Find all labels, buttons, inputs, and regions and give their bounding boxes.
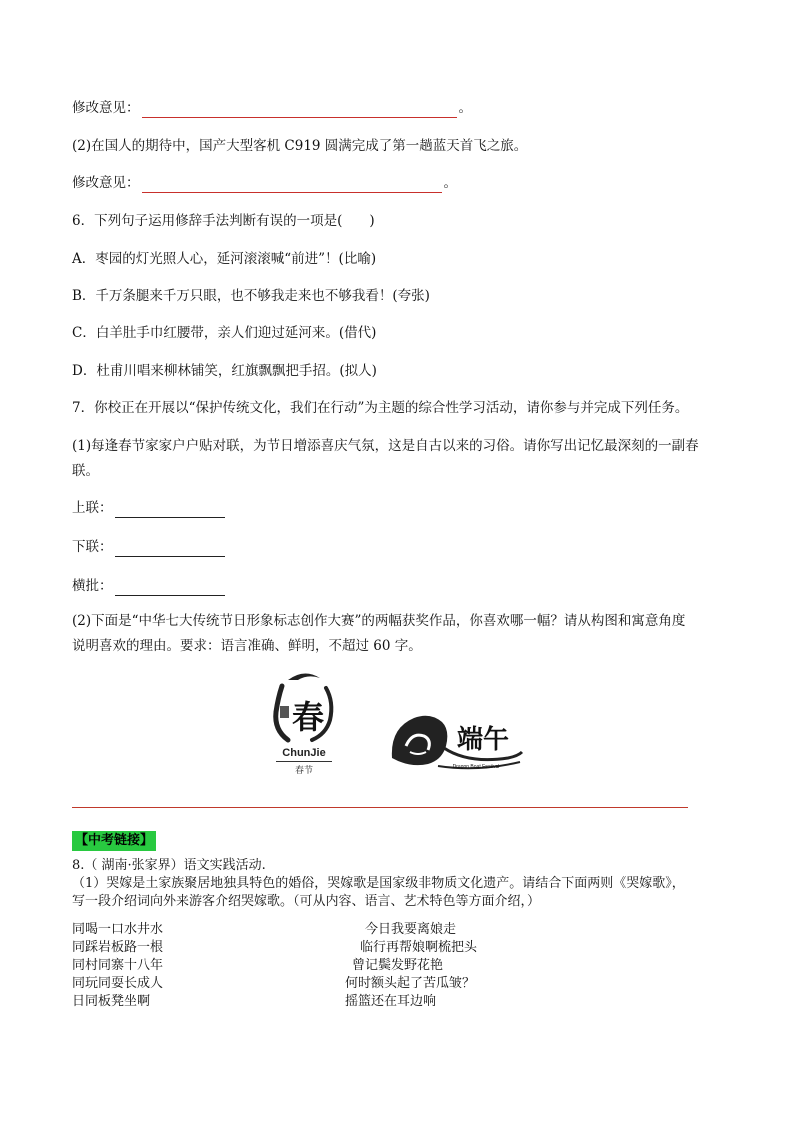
poem-left-line: 同踩岩板路一根: [72, 940, 164, 955]
spring-char: 春: [291, 698, 325, 736]
poem-right-line: 何时额头起了苦瓜皱？: [345, 976, 476, 991]
answer-blank[interactable]: [142, 103, 457, 118]
question-7-part2-cont: 说明喜欢的理由。要求：语言准确、鲜明，不超过 60 字。: [72, 638, 422, 654]
question-7-stem: 7．你校正在开展以“保护传统文化，我们在行动”为主题的综合性学习活动，请你参与并完成下列任务。: [72, 400, 689, 416]
question-8-line-2: 写一段介绍词向外来游客介绍哭嫁歌。（可从内容、语言、艺术特色等方面介绍，）: [72, 894, 541, 909]
dragon-english: Dragon Boat Festival: [452, 764, 500, 770]
dragon-char: 端午: [456, 725, 510, 755]
spring-festival-logo: [268, 668, 340, 778]
spring-logo-english: ChunJie: [282, 747, 326, 759]
poem-right-line: 曾记鬓发野花艳: [352, 958, 444, 973]
horizontal-scroll-label: 横批：: [72, 578, 113, 594]
option-a: A．枣园的灯光照人心，延河滚滚喊“前进”！(比喻): [72, 251, 377, 267]
period: 。: [443, 175, 457, 191]
poem-right-line: 今日我要离娘走: [365, 922, 457, 937]
poem-left-line: 同村同寨十八年: [72, 958, 164, 973]
option-d: D．杜甫川唱来柳林铺笑，红旗飘飘把手招。(拟人): [72, 363, 377, 379]
period: 。: [458, 100, 472, 116]
spring-logo-chinese: 春节: [294, 766, 313, 776]
section-divider: [72, 807, 688, 808]
answer-blank[interactable]: [142, 178, 442, 193]
poem-left-line: 同玩同耍长成人: [72, 976, 164, 991]
revision-label: 修改意见：: [72, 100, 140, 116]
exam-link-tag: 【中考链接】: [72, 831, 156, 851]
question-8-title: 8.（ 湖南·张家界）语文实践活动.: [72, 858, 266, 873]
revision-line-1: [72, 98, 472, 118]
revision-label: 修改意见：: [72, 175, 140, 191]
revision-line-2: [72, 173, 457, 193]
horizontal-scroll: [72, 576, 227, 596]
spring-logo-divider: [276, 761, 332, 762]
horizontal-scroll-blank[interactable]: [115, 581, 225, 596]
poem-right-line: 摇篮还在耳边响: [345, 994, 437, 1009]
lower-couplet: [72, 537, 227, 557]
sentence-2: (2)在国人的期待中，国产大型客机 C919 圆满完成了第一趟蓝天首飞之旅。: [72, 138, 528, 154]
poem-right-line: 临行再帮娘啊梳把头: [360, 940, 478, 955]
lower-couplet-blank[interactable]: [115, 542, 225, 557]
upper-couplet-label: 上联：: [72, 500, 113, 516]
poem-left-line: 同喝一口水井水: [72, 922, 164, 937]
question-7-part1-cont: 联。: [72, 463, 99, 479]
question-8-line-1: （1）哭嫁是土家族聚居地独具特色的婚俗，哭嫁歌是国家级非物质文化遗产。请结合下面两则《哭嫁歌》，: [72, 876, 685, 891]
upper-couplet-blank[interactable]: [115, 503, 225, 518]
option-b: B．千万条腿来千万只眼，也不够我走来也不够我看！(夸张): [72, 288, 430, 304]
question-6-stem: 6．下列句子运用修辞手法判断有误的一项是( ): [72, 213, 375, 229]
question-7-part1: (1)每逢春节家家户户贴对联，为节日增添喜庆气氛，这是自古以来的习俗。请你写出记忆最深刻的一副春: [72, 438, 699, 454]
option-c: C．白羊肚手巾红腰带，亲人们迎过延河来。(借代): [72, 325, 377, 341]
poem-left-line: 日同板凳坐啊: [72, 994, 151, 1009]
question-7-part2: (2)下面是“中华七大传统节日形象标志创作大赛”的两幅获奖作品，你喜欢哪一幅？请从构图和寓意角度: [72, 613, 686, 629]
dragon-boat-logo: [388, 708, 528, 774]
lower-couplet-label: 下联：: [72, 539, 113, 555]
dragon-boat-emblem: [388, 708, 528, 774]
upper-couplet: [72, 498, 227, 518]
